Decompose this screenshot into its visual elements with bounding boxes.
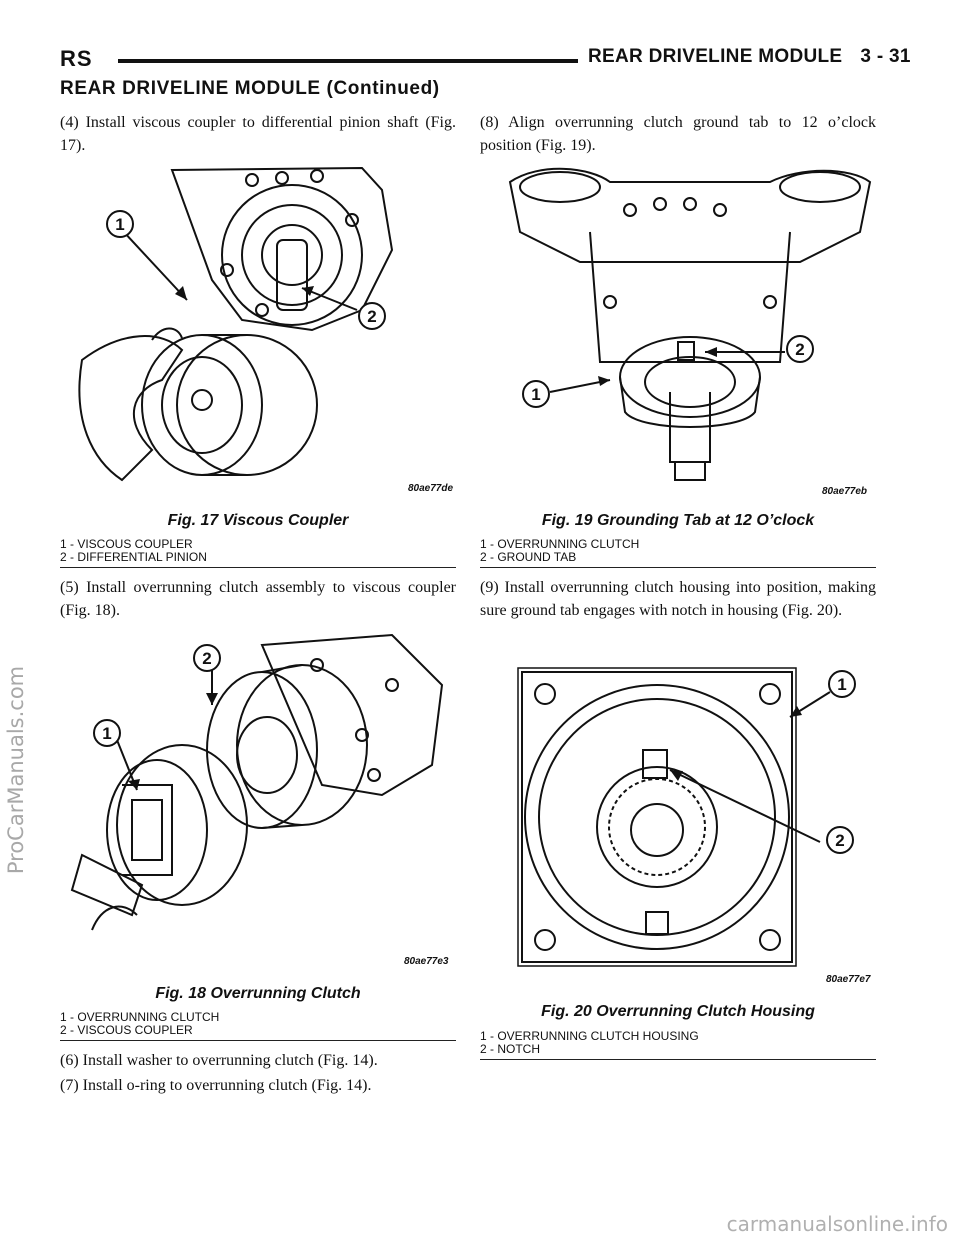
step-7-text: (7) Install o-ring to overrunning clutch (Fig. 14). (60, 1077, 372, 1094)
step-8-text: (8) Align overrunning clutch ground tab to 12 o’clock position (Fig. 19). (480, 114, 876, 154)
header-rule (118, 59, 578, 63)
fig18-callout-1: 1 (102, 724, 112, 743)
fig20-title: Fig. 20 Overrunning Clutch Housing (541, 1003, 815, 1020)
header-title: REAR DRIVELINE MODULE (588, 46, 843, 67)
fig20-code: 80ae77e7 (826, 974, 871, 985)
fig17-legend-2: 2 - DIFFERENTIAL PINION (60, 550, 207, 564)
header-section-code: RS (60, 46, 93, 71)
fig19-title: Fig. 19 Grounding Tab at 12 O’clock (541, 512, 815, 529)
fig20-callout-1: 1 (837, 675, 847, 694)
header-right (588, 46, 911, 68)
fig20-illustration (500, 662, 880, 982)
bottom-watermark: carmanualsonline.info (726, 1212, 948, 1236)
fig19-callout-1: 1 (531, 385, 541, 404)
fig20-caption-rule (480, 1059, 876, 1060)
side-watermark: ProCarManuals.com (4, 665, 28, 875)
fig18-callout-2: 2 (202, 649, 212, 668)
fig17-code: 80ae77de (408, 483, 454, 494)
step-6-text: (6) Install washer to overrunning clutch (Fig. 14). (60, 1052, 378, 1069)
fig18-title: Fig. 18 Overrunning Clutch (155, 985, 361, 1002)
fig17-legend-1: 1 - VISCOUS COUPLER (60, 537, 193, 551)
fig20-callout-2: 2 (835, 831, 845, 850)
section-title: REAR DRIVELINE MODULE (Continued) (60, 78, 440, 99)
fig18-illustration (62, 625, 458, 965)
step-9-text: (9) Install overrunning clutch housing into position, making sure ground tab engages with notch in housing (Fig. 20). (480, 579, 876, 619)
fig18-legend-2: 2 - VISCOUS COUPLER (60, 1023, 193, 1037)
step-4-text: (4) Install viscous coupler to differential pinion shaft (Fig. 17). (60, 114, 456, 154)
fig17-caption-rule (60, 567, 456, 568)
fig19-code: 80ae77eb (822, 486, 868, 497)
fig19-legend-1: 1 - OVERRUNNING CLUTCH (480, 537, 640, 551)
fig17-callout-2: 2 (367, 307, 377, 326)
fig19-callout-2: 2 (795, 340, 805, 359)
fig20-legend-2: 2 - NOTCH (480, 1042, 540, 1056)
fig18-caption-rule (60, 1040, 456, 1041)
fig17-callout-1: 1 (115, 215, 125, 234)
fig17-title: Fig. 17 Viscous Coupler (167, 512, 349, 529)
fig19-illustration (500, 162, 880, 492)
fig19-caption-rule (480, 567, 876, 568)
fig17-illustration (62, 160, 458, 500)
page-number: 3 - 31 (860, 46, 911, 67)
fig20-legend-1: 1 - OVERRUNNING CLUTCH HOUSING (480, 1029, 699, 1043)
fig18-code: 80ae77e3 (404, 956, 449, 967)
fig19-legend-2: 2 - GROUND TAB (480, 550, 577, 564)
step-5-text: (5) Install overrunning clutch assembly to viscous coupler (Fig. 18). (60, 579, 456, 619)
fig18-legend-1: 1 - OVERRUNNING CLUTCH (60, 1010, 220, 1024)
